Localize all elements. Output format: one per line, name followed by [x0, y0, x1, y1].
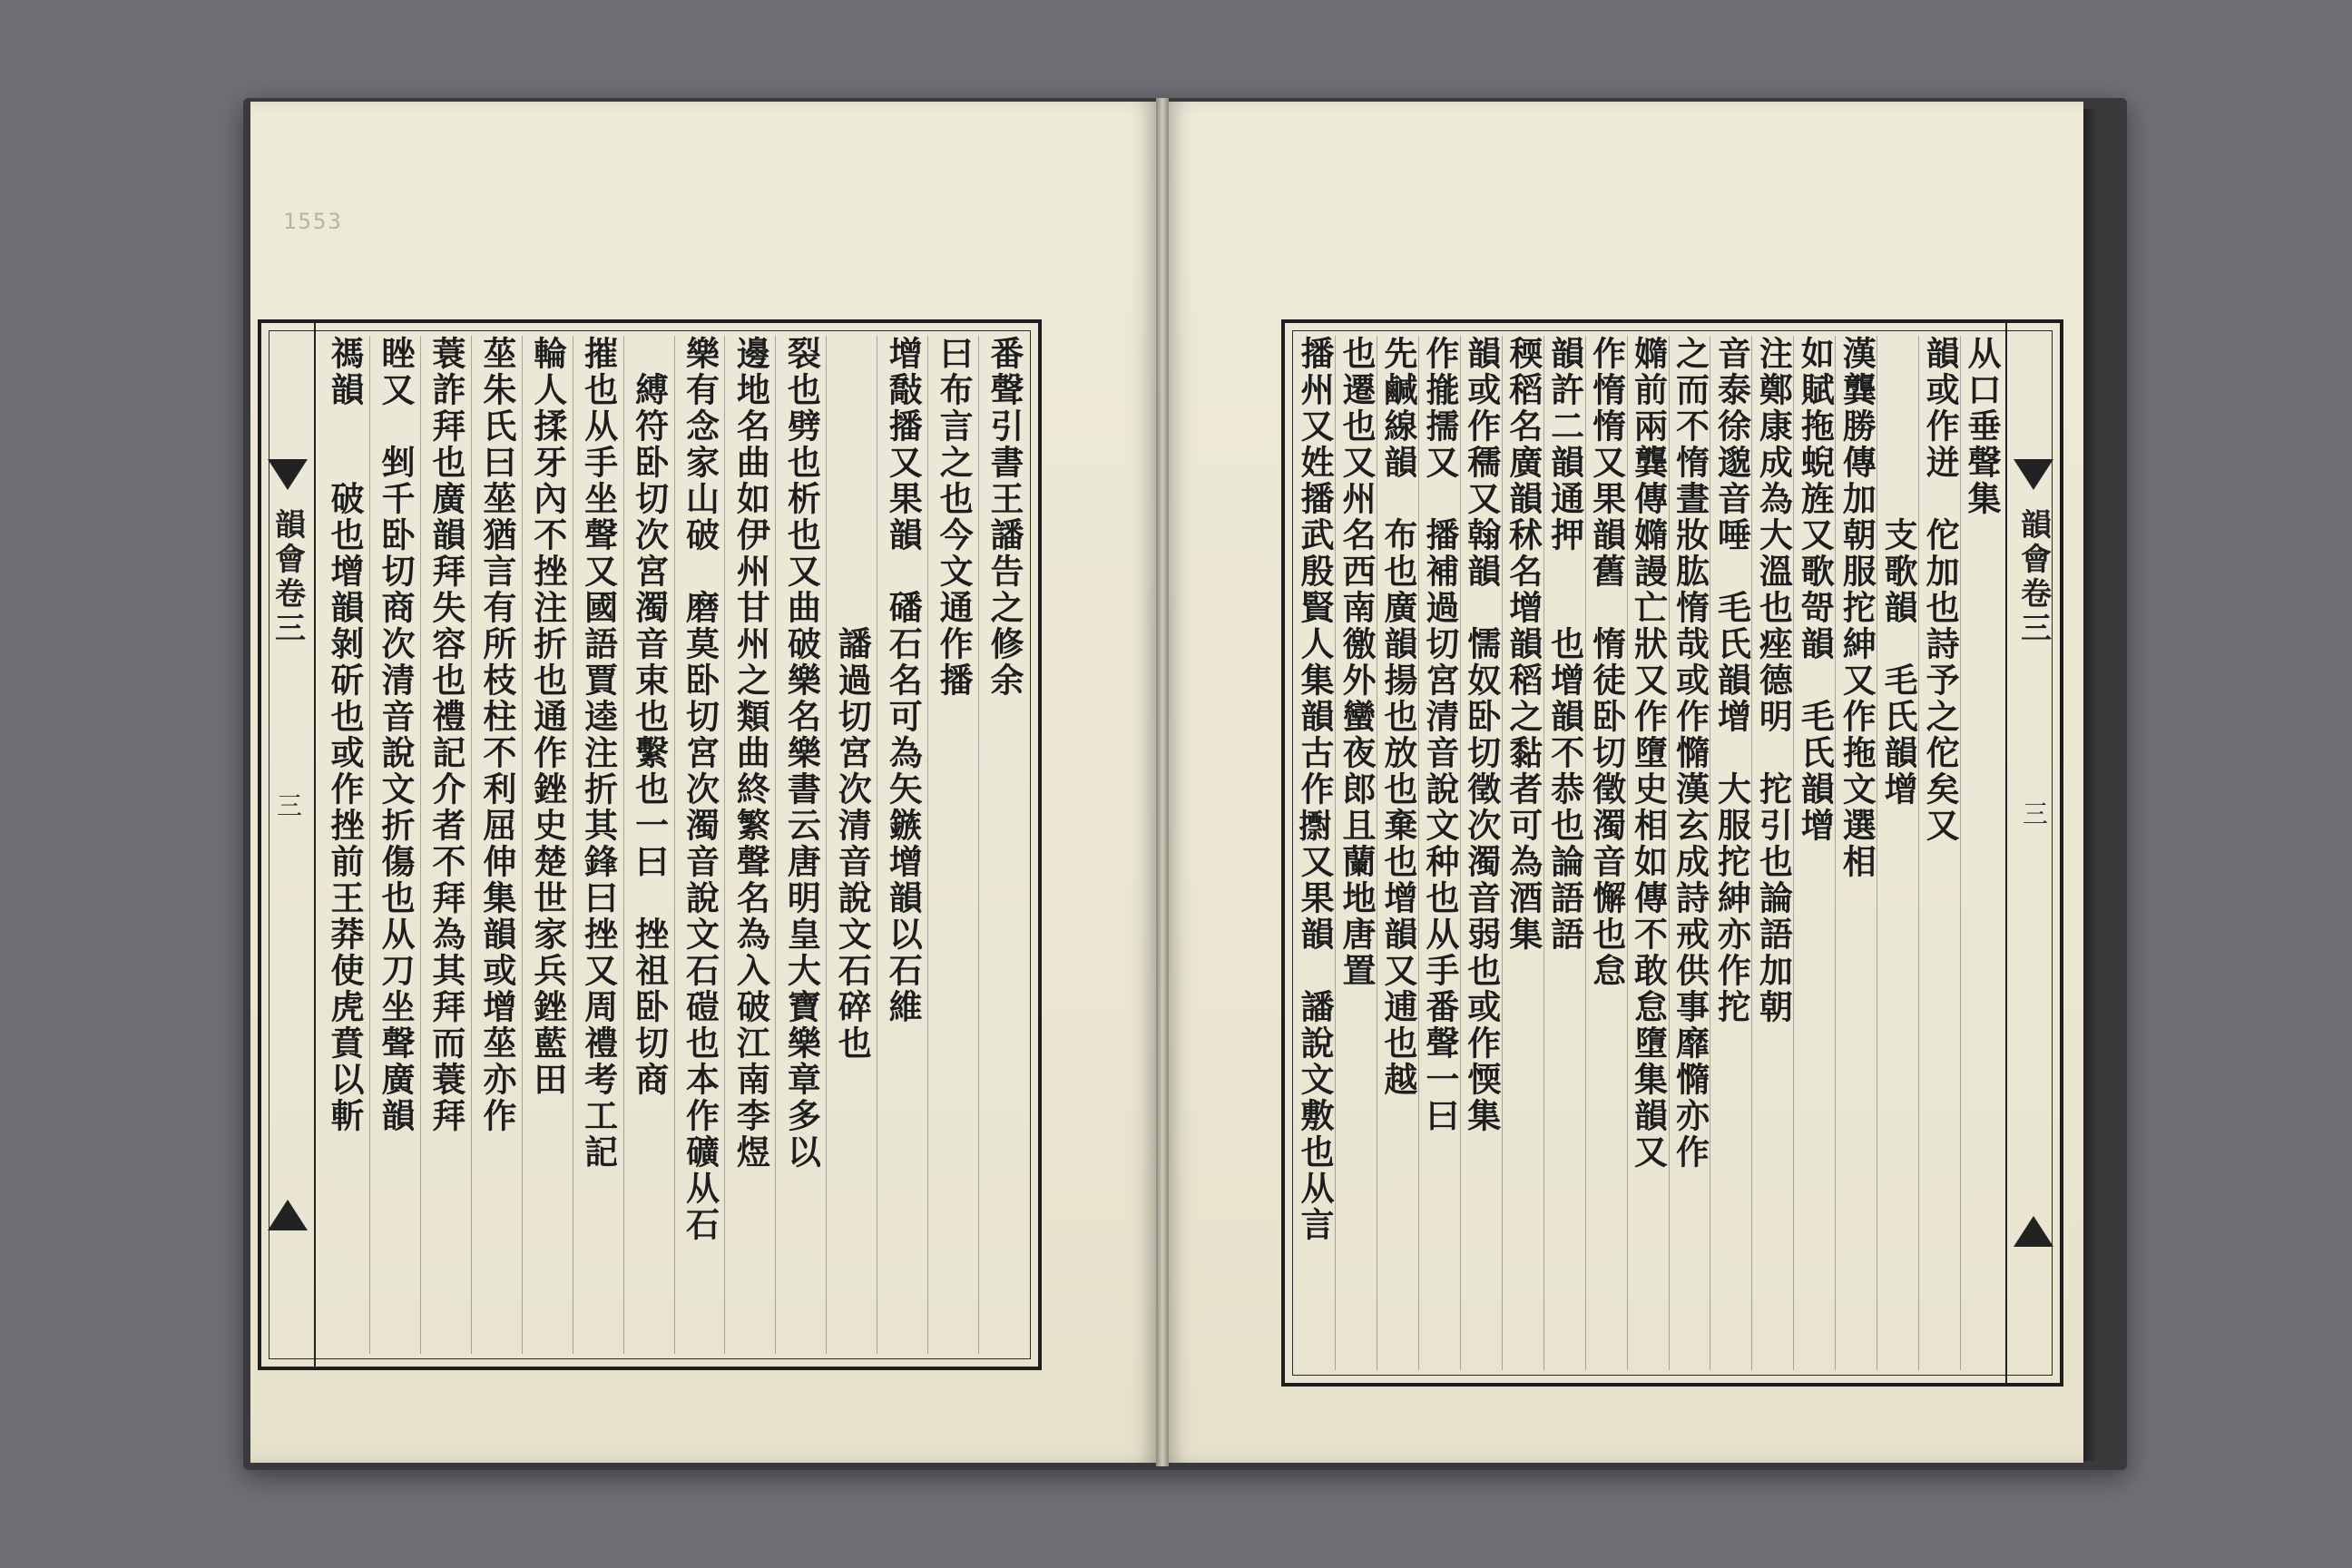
text-column — [1502, 336, 1544, 1370]
text-column — [674, 336, 725, 1354]
text-column — [826, 336, 877, 1354]
right-folio-number: 三 — [2019, 800, 2049, 826]
book-gutter — [1156, 98, 1169, 1466]
text-column — [369, 336, 420, 1354]
text-column — [319, 336, 369, 1354]
column-text: 作惰惰又果韻舊 惰徒卧切徵濁音懈也怠 — [1586, 336, 1627, 989]
left-margin-title: 韻會卷三 — [269, 508, 306, 646]
column-text: 禡韻 破也增韻剝斫也或作挫前王莽使虎賁以斬 — [325, 336, 366, 1134]
text-column — [1460, 336, 1502, 1370]
column-text: 輪人揉牙內不挫注折也通作銼史楚世家兵銼藍田 — [527, 336, 568, 1098]
text-column — [1835, 336, 1877, 1370]
column-text: 作㨢擩又 播補過切宮清音說文种也从手番聲一曰 — [1419, 336, 1460, 1134]
left-folio-number: 三 — [273, 792, 303, 818]
column-text: 縛符卧切次宮濁音束也繫也一曰 挫祖卧切商 — [629, 336, 670, 1098]
fishtail-ornament-bottom — [268, 1200, 308, 1230]
column-text: 韻或作迸 佗加也詩予之佗矣又 — [1920, 336, 1961, 844]
left-block-heart — [261, 323, 316, 1367]
text-column — [724, 336, 775, 1354]
column-text: 韻許二韻通押 也增韻不恭也論語語 — [1544, 336, 1585, 953]
text-column — [623, 336, 674, 1354]
text-column — [775, 336, 826, 1354]
column-text: 稬稻名廣韻秫名增韻稻之黏者可為酒集 — [1503, 336, 1544, 953]
text-column — [1418, 336, 1460, 1370]
text-column — [927, 336, 978, 1354]
column-text: 譒過切宮次清音說文石碎也 — [832, 336, 873, 1062]
column-text: 先鹹線韻 布也廣韻揚也放也棄也增韻又逋也越 — [1377, 336, 1418, 1098]
right-margin-title: 韻會卷三 — [2014, 508, 2052, 646]
right-print-frame — [1281, 319, 2063, 1387]
text-column — [877, 336, 927, 1354]
text-column — [1627, 336, 1669, 1370]
column-text: 睉又 剉千卧切商次清音說文折傷也从刀坐聲廣韻 — [375, 336, 416, 1134]
column-text: 漢龔勝傳加朝服拕紳又作拖文選相 — [1837, 336, 1877, 880]
text-column — [573, 336, 623, 1354]
fishtail-ornament-bottom — [2014, 1216, 2053, 1247]
column-text: 曰布言之也今文通作播 — [934, 336, 975, 699]
text-column — [1294, 336, 1335, 1370]
left-print-frame — [258, 319, 1042, 1370]
column-text: 音泰徐邈音唾 毛氏韻增 大服拕紳亦作拕 — [1711, 336, 1752, 1025]
column-text: 莝朱氏曰莝猶言有所枝柱不利屈伸集韻或增莝亦作 — [476, 336, 517, 1134]
text-column — [1960, 336, 2002, 1370]
text-column — [1918, 336, 1960, 1370]
column-text: 播州又姓播武殷賢人集韻古作𢷋又果韻 譒說文敷也从言 — [1295, 336, 1335, 1243]
column-text: 注鄭康成為大溫也痤德明 拕引也論語加朝 — [1753, 336, 1794, 1025]
text-column — [1710, 336, 1751, 1370]
text-column — [1377, 336, 1418, 1370]
right-text-columns — [1294, 336, 2002, 1370]
column-text: 番聲引書王譒告之修余 — [985, 336, 1025, 699]
text-column — [1669, 336, 1710, 1370]
column-text: 增敽播又果韻 磻石名可為矢鏃增韻以石維 — [883, 336, 924, 1025]
column-text: 支歌韻 毛氏韻增 — [1878, 336, 1919, 808]
fishtail-ornament-top — [2014, 459, 2053, 490]
text-column — [1585, 336, 1627, 1370]
text-column — [1544, 336, 1585, 1370]
text-column — [978, 336, 1029, 1354]
text-column — [1793, 336, 1835, 1370]
column-text: 樂有念家山破 磨莫卧切宮次濁音說文石磑也本作礦从石 — [680, 336, 720, 1243]
text-column — [471, 336, 522, 1354]
column-text: 裂也劈也析也又曲破樂名樂書云唐明皇大寶樂章多以 — [781, 336, 822, 1171]
text-column — [1877, 336, 1918, 1370]
column-text: 蓑詐拜也廣韻拜失容也禮記介者不拜為其拜而蓑拜 — [426, 336, 466, 1134]
column-text: 韻或作穤又翰韻 懦奴卧切徵次濁音弱也或作愞集 — [1461, 336, 1502, 1134]
text-column — [522, 336, 573, 1354]
pencil-annotation: 1553 — [283, 209, 343, 234]
column-text: 嫷前兩龔傳嫷謾亡狀又作墮史相如傳不敢怠墮集韻又 — [1628, 336, 1669, 1171]
text-column — [420, 336, 471, 1354]
column-text: 也遷也又州名西南徼外蠻夜郎且蘭地唐置 — [1336, 336, 1377, 989]
right-block-heart — [2005, 323, 2060, 1383]
column-text: 摧也从手坐聲又國語賈逵注折其鋒曰挫又周禮考工記 — [578, 336, 619, 1171]
column-text: 邊地名曲如伊州甘州之類曲終繁聲名為入破江南李煜 — [730, 336, 771, 1171]
text-column — [1335, 336, 1377, 1370]
text-column — [1751, 336, 1793, 1370]
fishtail-ornament-top — [268, 459, 308, 490]
column-text: 如賦拖蜺旌又歌哿韻 毛氏韻增 — [1795, 336, 1836, 844]
left-text-columns — [319, 336, 1029, 1354]
column-text: 之而不惰晝妝肱惰哉或作憜漢玄成詩戒供事靡憜亦作 — [1670, 336, 1710, 1171]
column-text: 从口垂聲集 — [1962, 336, 2002, 517]
